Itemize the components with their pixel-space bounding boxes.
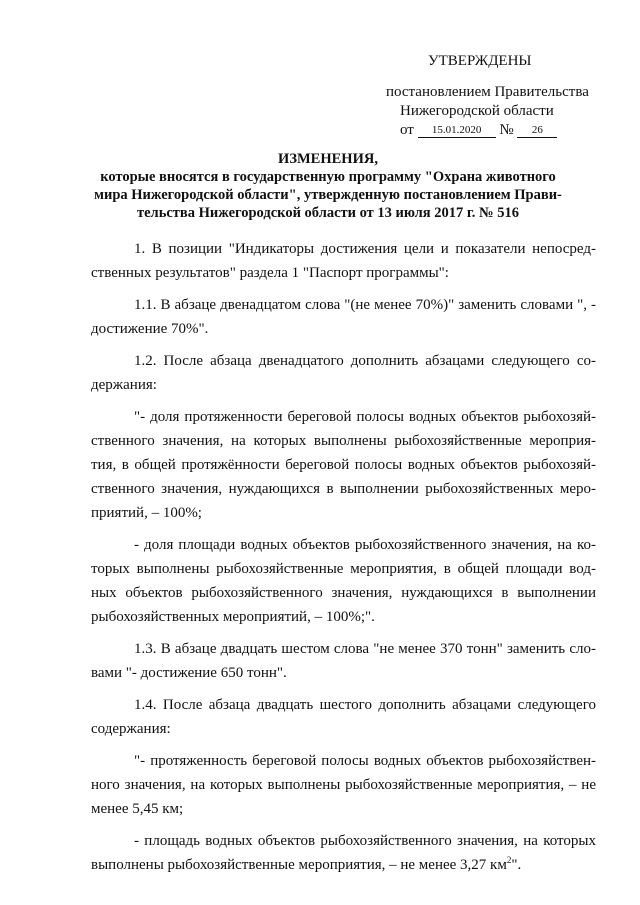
approval-heading: УТВЕРЖДЕНЫ	[428, 53, 532, 69]
paragraph-1-2: 1.2. После абзаца двенадцатого дополнить абзацами следующего со-держания:	[91, 353, 596, 393]
paragraph-quote-3: "- протяженность береговой полосы водных объектов рыбохозяйствен-ного значения, на которых выполнены рыбохозяйственные мероприятия, – не менее 5,45 км;	[91, 753, 596, 817]
last-paragraph-text: - площадь водных объектов рыбохозяйственного значения, на которых выполнены рыбохозяйственные мероприятия, – не менее 3,27 км	[91, 833, 596, 873]
approval-block	[330, 52, 620, 140]
approval-date-line	[400, 121, 620, 140]
paragraph-quote-1: "- доля протяженности береговой полосы водных объектов рыбохозяй-ственного значения, на которых выполнены рыбохозяйственные мероприя-тия, в общей протяжённости береговой полосы водных объектов рыбохозяй-ственного значения, нуждающихся в выполнении рыбохозяйственных меро-приятий, – 100%;	[91, 409, 596, 521]
document-title	[78, 150, 578, 222]
paragraph-quote-4	[91, 829, 596, 877]
approval-number: 26	[517, 124, 557, 138]
number-label: №	[499, 122, 514, 138]
approval-line-1: постановлением Правительства	[386, 84, 589, 100]
paragraph-1-4: 1.4. После абзаца двадцать шестого дополнить абзацами следующего содержания:	[91, 697, 596, 737]
superscript-square: 2	[506, 855, 512, 865]
document-body	[91, 237, 596, 885]
title-line-4: тельства Нижегородской области от 13 июля 2017 г. № 516	[137, 205, 519, 221]
approval-date: 15.01.2020	[418, 124, 496, 138]
title-line-3: мира Нижегородской области", утвержденную постановлением Прави-	[94, 187, 562, 203]
last-paragraph-ending: ".	[511, 857, 522, 873]
approval-line-2: Нижегородской области	[400, 103, 554, 119]
title-line-2: которые вносятся в государственную программу "Охрана животного	[100, 169, 556, 185]
paragraph-1-1: 1.1. В абзаце двенадцатом слова "(не менее 70%)" заменить словами ", - достижение 70%".	[91, 297, 596, 337]
title-line-1: ИЗМЕНЕНИЯ,	[278, 151, 378, 167]
paragraph-1-3: 1.3. В абзаце двадцать шестом слова "не менее 370 тонн" заменить сло-вами "- достижение 650 тонн".	[91, 641, 596, 681]
from-label: от	[400, 122, 414, 138]
paragraph-quote-2: - доля площади водных объектов рыбохозяйственного значения, на ко-торых выполнены рыбохозяйственные мероприятия, в общей площади вод-ных объектов рыбохозяйственного значения, нуждающихся в выполнении рыбохозяйственных мероприятий, – 100%;".	[91, 537, 596, 625]
paragraph-1: 1. В позиции "Индикаторы достижения цели и показатели непосред-ственных результатов" раздела 1 "Паспорт программы":	[91, 241, 596, 281]
